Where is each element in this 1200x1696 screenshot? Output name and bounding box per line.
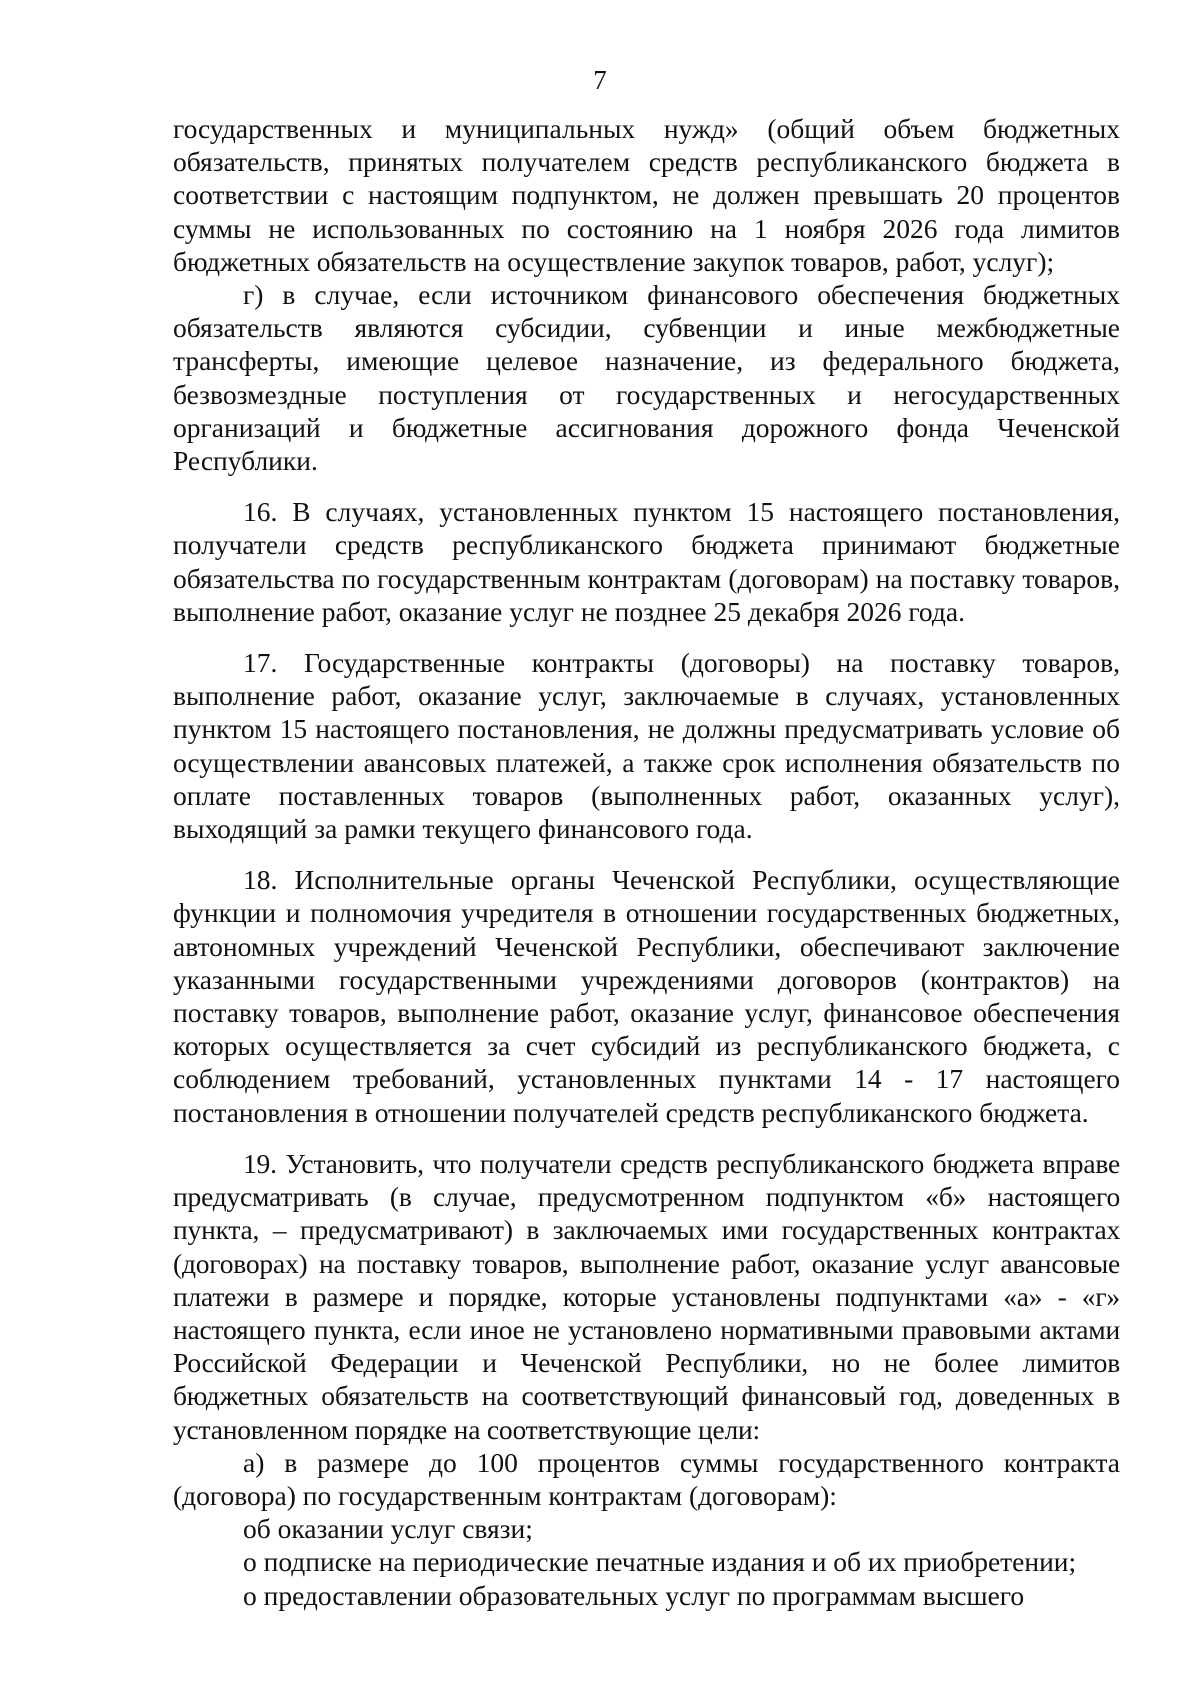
paragraph-subitem-a: а) в размере до 100 процентов суммы государственного контракта (договора) по государственным контрактам (договорам): <box>173 1446 1120 1511</box>
list-item: о предоставлении образовательных услуг по программам высшего <box>243 1579 1025 1611</box>
paragraph-subitem-g: г) в случае, если источником финансового обеспечения бюджетных обязательств являются субсидии, субвенции и иные межбюджетные трансферты, имеющие целевое назначение, из федерального бюджета, безвозмездные поступления от государственных и негосударственных организаций и бюджетные ассигнования дорожного фонда Чеченской Республики. <box>173 279 1120 477</box>
paragraph-19: 19. Установить, что получатели средств республиканского бюджета вправе предусматривать (в случае, предусмотренном подпунктом «б» настоящего пункта, – предусматривают) в заключаемых ими государственных контрактах (договорах) на поставку товаров, выполнение работ, оказание услуг авансовые платежи в размере и порядке, которые установлены подпунктами «а» - «г» настоящего пункта, если иное не установлено нормативными правовыми актами Российской Федерации и Чеченской Республики, но не более лимитов бюджетных обязательств на соответствующий финансовый год, доведенных в установленном порядке на соответствующие цели: <box>173 1147 1120 1445</box>
paragraph-16: 16. В случаях, установленных пунктом 15 настоящего постановления, получатели средств республиканского бюджета принимают бюджетные обязательства по государственным контрактам (договорам) на поставку товаров, выполнение работ, оказание услуг не позднее 25 декабря 2026 года. <box>173 496 1120 627</box>
page-number: 7 <box>593 65 607 95</box>
document-body <box>173 112 1120 1612</box>
paragraph-18: 18. Исполнительные органы Чеченской Республики, осуществляющие функции и полномочия учредителя в отношении государственных бюджетных, автономных учреждений Чеченской Республики, обеспечивают заключение указанными государственными учреждениями договоров (контрактов) на поставку товаров, выполнение работ, оказание услуг, финансовое обеспечения которых осуществляется за счет субсидий из республиканского бюджета, с соблюдением требований, установленных пунктами 14 - 17 настоящего постановления в отношении получателей средств республиканского бюджета. <box>173 864 1120 1128</box>
list-item: об оказании услуг связи; <box>243 1513 533 1545</box>
list-item: о подписке на периодические печатные издания и об их приобретении; <box>243 1546 1077 1578</box>
paragraph-continuation: государственных и муниципальных нужд» (общий объем бюджетных обязательств, принятых получателем средств республиканского бюджета в соответствии с настоящим подпунктом, не должен превышать 20 процентов суммы не использованных по состоянию на 1 ноября 2026 года лимитов бюджетных обязательств на осуществление закупок товаров, работ, услуг); <box>173 113 1120 277</box>
paragraph-17: 17. Государственные контракты (договоры) на поставку товаров, выполнение работ, оказание услуг, заключаемые в случаях, установленных пунктом 15 настоящего постановления, не должны предусматривать условие об осуществлении авансовых платежей, а также срок исполнения обязательств по оплате поставленных товаров (выполненных работ, оказанных услуг), выходящий за рамки текущего финансового года. <box>173 647 1120 845</box>
